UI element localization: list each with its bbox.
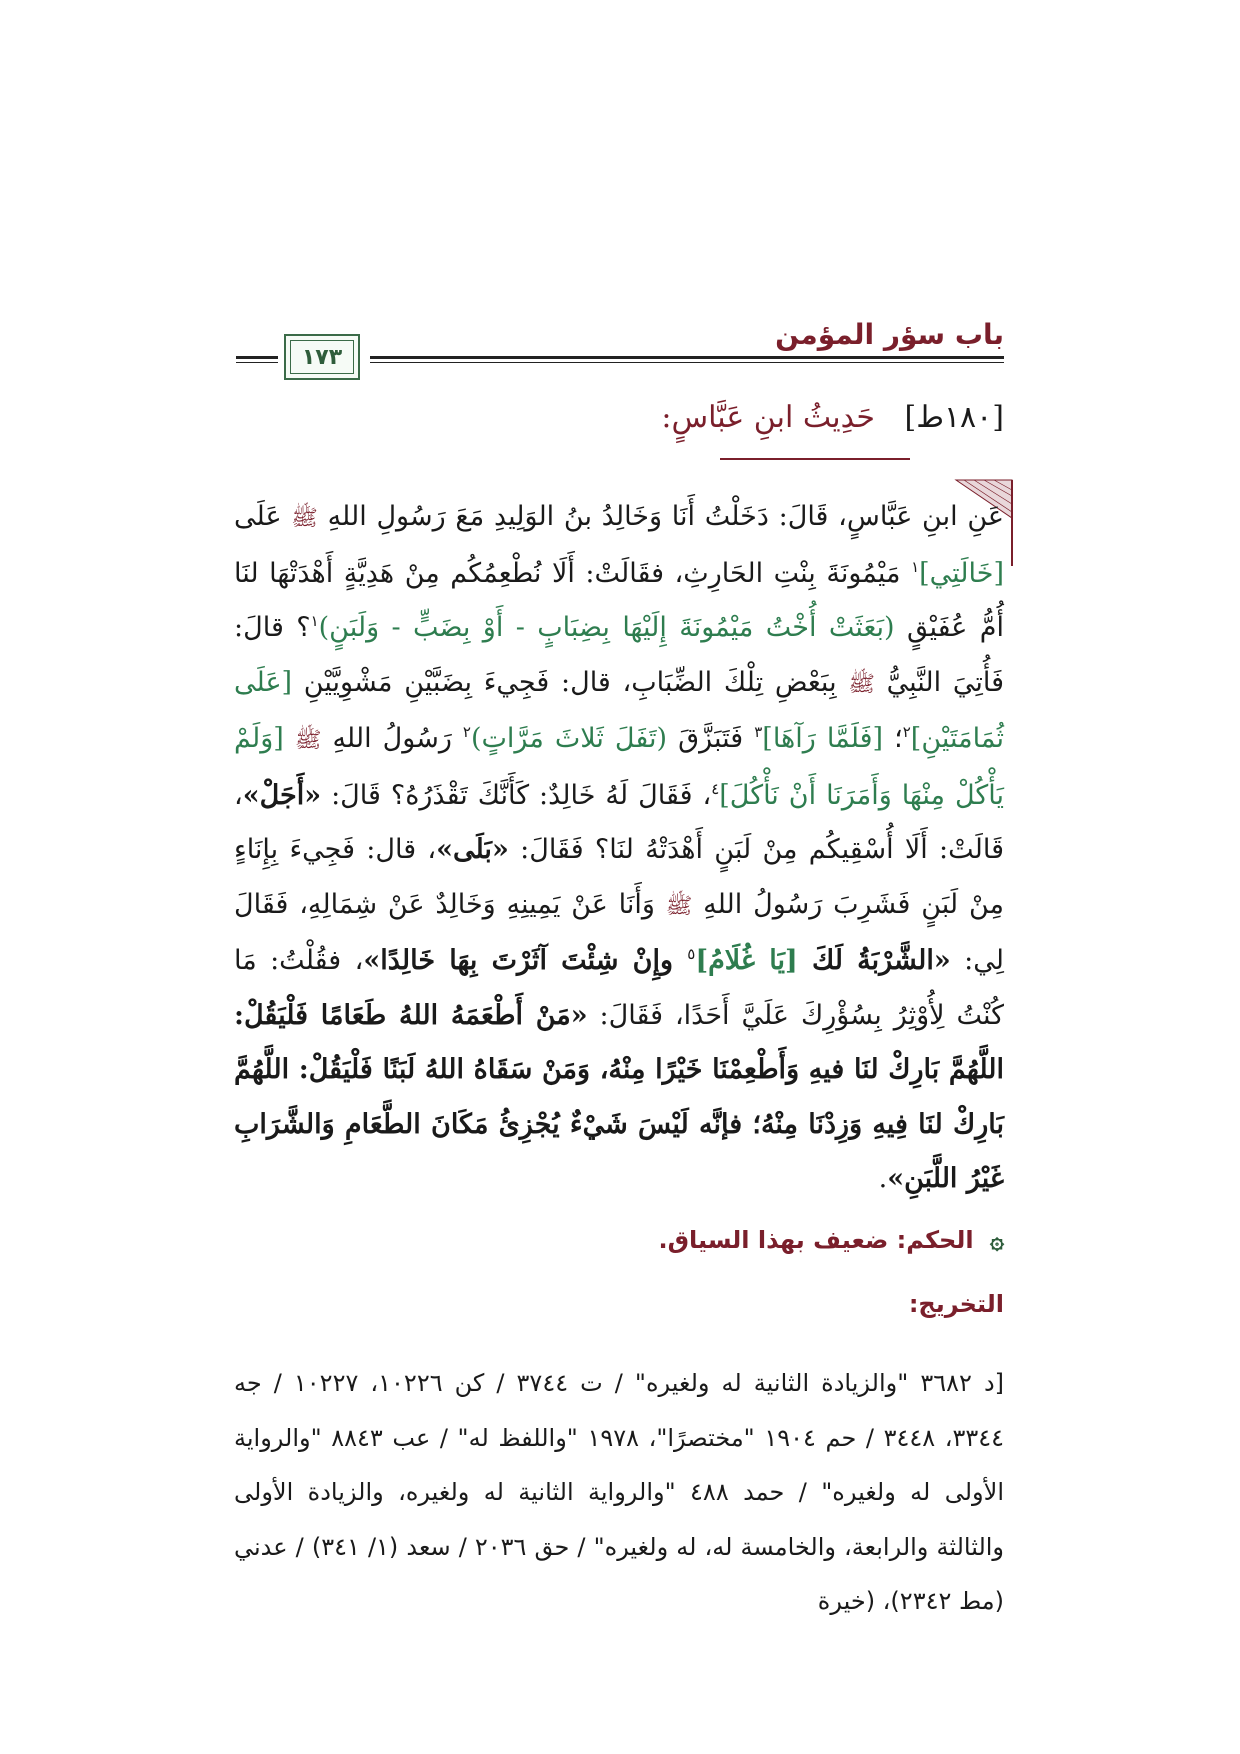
text-run: عَنِ ابنِ عَبَّاسٍ، قَالَ: دَخَلْتُ أَنَا وَخَالِدُ بنُ الوَلِيدِ مَعَ رَسُولِ اللهِ xyxy=(317,501,1004,532)
flower-ornament-icon: ۞ xyxy=(989,1226,1004,1254)
text-run: رَسُولُ اللهِ xyxy=(321,723,463,754)
takhrij-title: التخريج: xyxy=(908,1290,1004,1318)
text-run xyxy=(284,723,295,754)
text-run: وَأَنَا عَنْ يَمِينِهِ وَخَالِدٌ عَنْ شِمَالِهِ، فَقَالَ لِي: xyxy=(234,888,1004,976)
page-number: ١٧٣ xyxy=(301,344,343,370)
section-heading xyxy=(661,400,1004,435)
chapter-title: باب سؤر المؤمن xyxy=(775,318,1004,351)
takhrij-text: [د ٣٦٨٢ "والزيادة الثانية له ولغيره" / ت ٣٧٤٤ / كن ١٠٢٢٦، ١٠٢٢٧ / جه ٣٣٤٤، ٣٤٤٨ / حم ١٩٠٤ "مختصرًا"، ١٩٧٨ "واللفظ له" / عب ٨٨٤٣ "والرواية الأولى له ولغيره" / حمد ٤٨٨ "والرواية الثانية له ولغيره، والزيادة الأولى والثالثة والرابعة، والخامسة له، له ولغيره" / حق ٢٠٣٦ / سعد (١/ ٣٤١) / عدني (مط ٢٣٤٢)، (خيرة xyxy=(234,1369,1005,1615)
text-run: عَلَى xyxy=(234,501,292,532)
footnote-marker: ١ xyxy=(911,557,920,576)
text-run: فَتَبَزَّقَ xyxy=(667,723,755,754)
ruling-line xyxy=(658,1226,1004,1254)
text-run: ، قَالَتْ: أَلَا أُسْقِيكُم مِنْ لَبَنٍ أَهْدَتْهُ لنَا؟ فَقَالَ: xyxy=(234,779,1004,865)
variant-addition: [خَالَتِي] xyxy=(919,557,1004,589)
text-run: . xyxy=(878,1163,888,1194)
text-run: ؛ xyxy=(883,723,903,754)
text-run: ، فَقَالَ لَهُ خَالِدٌ: كَأَنَّكَ تَقْذَرُهُ؟ قَالَ: xyxy=(321,779,712,811)
variant-addition: [يَا غُلَامُ] xyxy=(695,945,798,976)
variant-addition: [عَلَى ثُمَامَتَيْنِ] xyxy=(234,666,1004,754)
header-rule xyxy=(370,356,1004,359)
header-rule-thin xyxy=(370,362,1004,363)
heading-underline xyxy=(720,458,910,460)
variant-addition: (تَفَلَ ثَلاثَ مَرَّاتٍ) xyxy=(470,723,668,754)
prophet-speech: «بَلَى» xyxy=(436,834,509,865)
text-run: بِبَعْضِ تِلْكَ الضِّبَابِ، قال: فَجِيءَ بِضَبَّيْنِ مَشْوِيَّيْنِ xyxy=(292,666,849,698)
salutation-glyph: ﷺ xyxy=(848,671,875,697)
header-rule-left xyxy=(236,356,278,359)
footnote-marker: ١ xyxy=(310,612,319,630)
footnote-marker: ٣ xyxy=(754,723,763,741)
hadith-title: حَدِيثُ ابنِ عَبَّاسٍ: xyxy=(661,400,875,435)
header-rule-left-thin xyxy=(236,362,278,363)
variant-addition: [فَلَمَّا رَآهَا] xyxy=(762,723,884,754)
text-run: ؟ قالَ: فَأُتِيَ النَّبِيُّ xyxy=(234,612,1004,698)
footnote-marker: ٢ xyxy=(462,723,471,741)
prophet-speech: «مَنْ أَطْعَمَهُ اللهُ طَعَامًا فَلْيَقُلْ: اللَّهُمَّ بَارِكْ لنَا فيهِ وَأَطْعِمْنَا خَيْرًا مِنْهُ، وَمَنْ سَقَاهُ اللهُ لَبَنًا فَلْيَقُلْ: اللَّهُمَّ بَارِكْ لنَا فِيهِ وَزِدْنَا مِنْهُ؛ فإنَّه لَيْسَ شَيْءٌ يُجْزِئُ مَكَانَ الطَّعَامِ وَالشَّرَابِ غَيْرُ اللَّبَنِ» xyxy=(234,999,1004,1194)
hadith-text xyxy=(234,490,1004,1207)
prophet-speech: «أَجَلْ» xyxy=(242,779,322,811)
prophet-speech: «الشَّرْبَةُ لَكَ xyxy=(797,945,951,976)
text-run: ، فقُلْتُ: مَا كُنْتُ لِأُوْثِرُ بِسُؤْرِكَ عَلَيَّ أَحَدًا، فَقَالَ: xyxy=(234,945,1005,1031)
page-number-badge xyxy=(284,334,360,380)
variant-addition: [وَلَمْ يَأْكُلْ مِنْهَا وَأَمَرَنَا أَنْ نَأْكُلَ] xyxy=(234,723,1004,811)
text-run: مَيْمُونَةَ بِنْتِ الحَارِثِ، فقَالَتْ: أَلَا نُطْعِمُكُم مِنْ هَدِيَّةٍ أَهْدَتْهَا لنَا أُمُّ عُفَيْقٍ xyxy=(234,557,1004,643)
ruling-label: الحكم: xyxy=(896,1226,974,1254)
text-run: ، قال: فَجِيءَ بِإِنَاءٍ مِنْ لَبَنٍ فَشَرِبَ رَسُولُ اللهِ xyxy=(234,834,1004,920)
salutation-glyph: ﷺ xyxy=(291,506,318,531)
footnote-marker: ٤ xyxy=(711,779,720,798)
variant-addition: (بَعَثَتْ أُخْتُ مَيْمُونَةَ إِلَيْهَا بِضِبَابٍ - أَوْ بِضَبٍّ - وَلَبَنٍ) xyxy=(318,612,895,643)
salutation-glyph: ﷺ xyxy=(294,728,322,753)
salutation-glyph: ﷺ xyxy=(665,893,693,919)
footnote-marker: ٢ xyxy=(902,723,911,741)
hadith-number: [١٨٠ط] xyxy=(904,400,1004,435)
prophet-speech: وإِنْ شِئْتَ آثَرْتَ بِهَا خَالِدًا» xyxy=(363,945,688,976)
footnote-marker: ٥ xyxy=(687,945,696,963)
ruling-value: ضعيف بهذا السياق. xyxy=(658,1226,889,1254)
